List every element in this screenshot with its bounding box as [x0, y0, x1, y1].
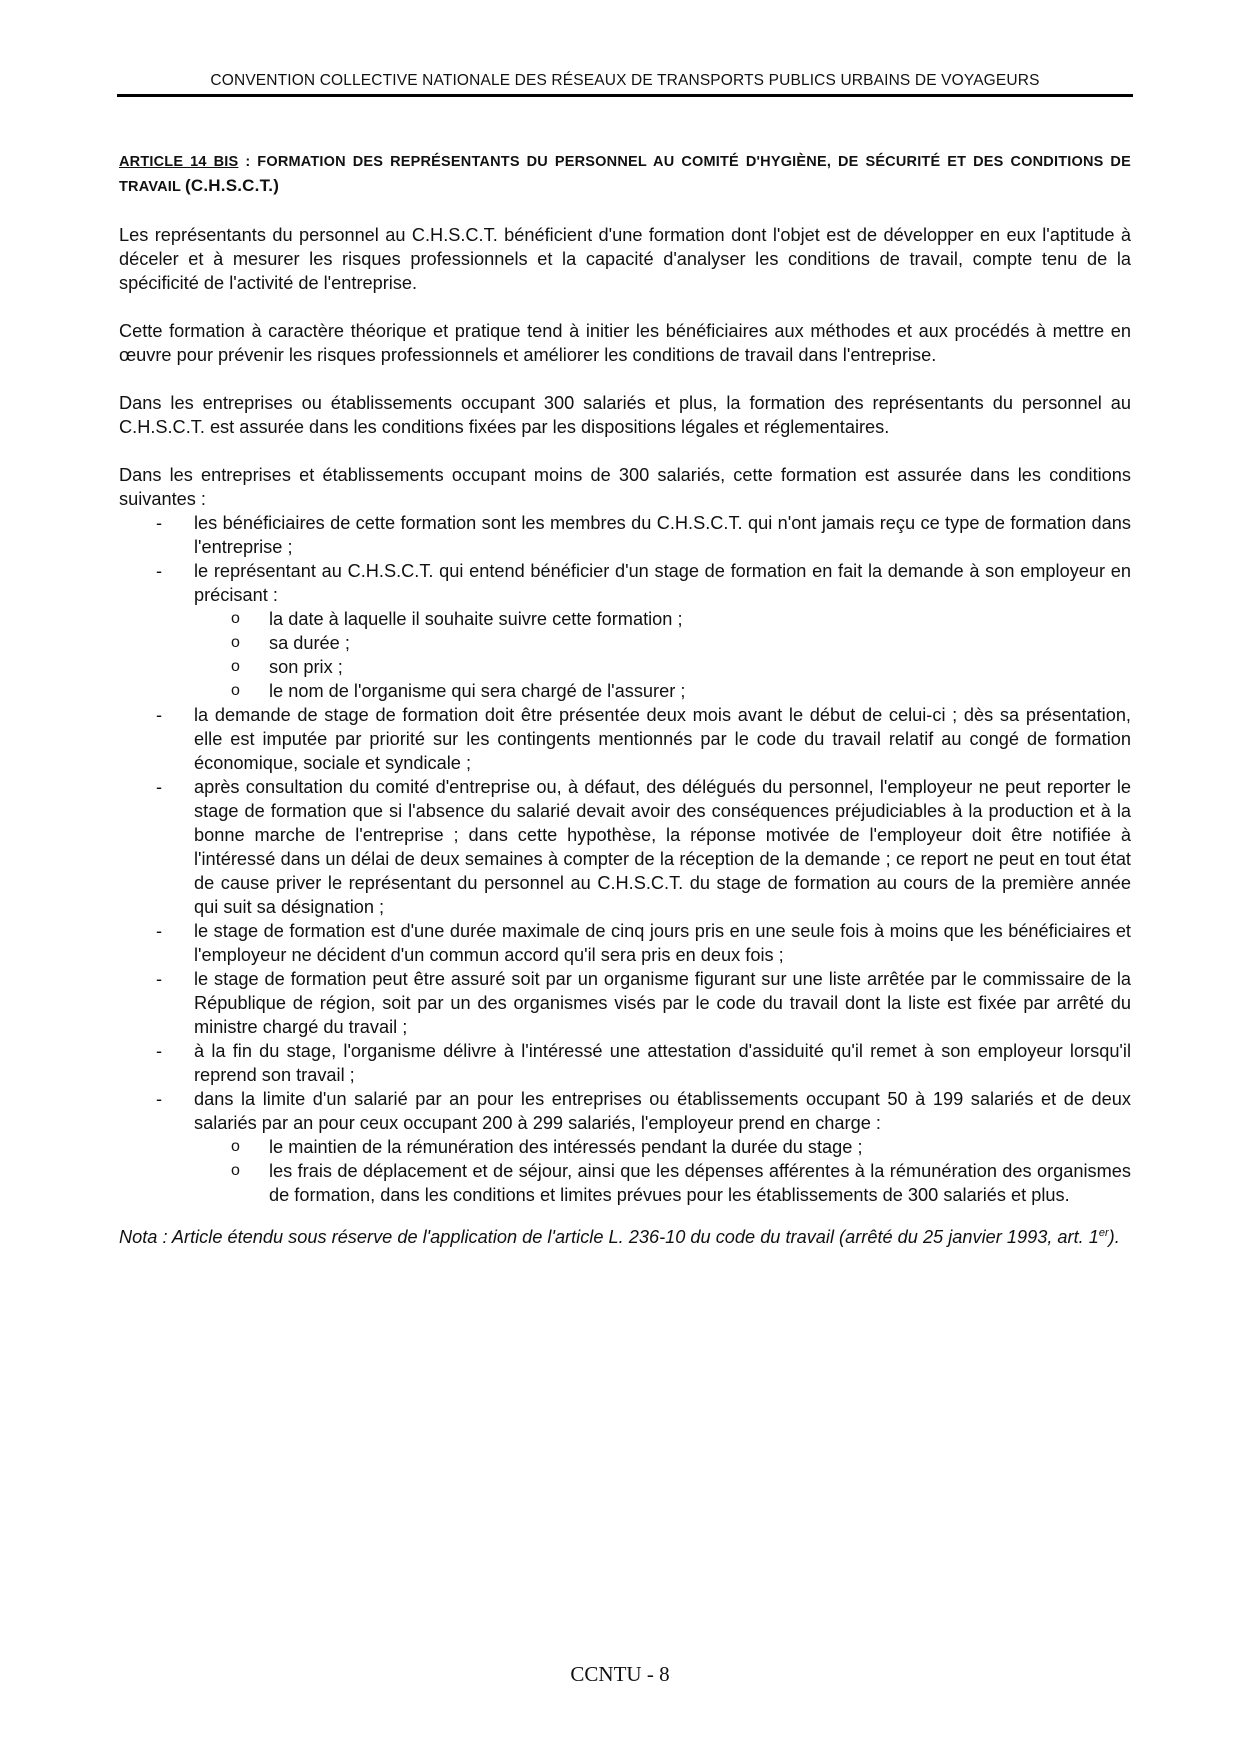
sub-list-item [194, 1159, 1131, 1207]
dash-bullet: - [156, 561, 163, 581]
list-item [119, 559, 1131, 703]
circle-bullet: o [231, 610, 240, 627]
list-item [119, 967, 1131, 1039]
list-item [119, 775, 1131, 919]
list-item-text: dans la limite d'un salarié par an pour les entreprises ou établissements occupant 50 à 199 salariés et de deux salariés par an pour ceux occupant 200 à 299 salariés, l'employeur prend en charge : [194, 1089, 1131, 1133]
list-item [119, 919, 1131, 967]
dash-bullet: - [156, 705, 163, 725]
nota-note [119, 1225, 1131, 1249]
circle-bullet: o [231, 658, 240, 675]
sub-list-item-text: la date à laquelle il souhaite suivre cette formation ; [269, 609, 683, 629]
list-item [119, 1039, 1131, 1087]
dash-bullet: - [156, 1041, 163, 1061]
sub-list-item-text: le maintien de la rémunération des intéressés pendant la durée du stage ; [269, 1137, 863, 1157]
sub-list-item-text: son prix ; [269, 657, 343, 677]
paragraph: Dans les entreprises ou établissements occupant 300 salariés et plus, la formation des représentants du personnel au C.H.S.C.T. est assurée dans les conditions fixées par les dispositions légales et réglementaires. [119, 393, 1131, 437]
header-rule [117, 94, 1133, 97]
article-number: ARTICLE 14 BIS [119, 154, 239, 170]
nota-superscript: er [1098, 1226, 1109, 1239]
sub-list-item [194, 607, 1131, 631]
circle-bullet: o [231, 634, 240, 651]
paragraph: Les représentants du personnel au C.H.S.C.T. bénéficient d'une formation dont l'objet est de développer en eux l'aptitude à déceler et à mesurer les risques professionnels et la capacité d'analyser les conditions de travail, compte tenu de la spécificité de l'activité de l'entreprise. [119, 225, 1131, 293]
nota-text: Nota : Article étendu sous réserve de l'application de l'article L. 236-10 du code du travail (arrêté du 25 janvier 1993, art. 1 [119, 1227, 1099, 1247]
list-item-text: à la fin du stage, l'organisme délivre à l'intéressé une attestation d'assiduité qu'il remet à son employeur lorsqu'il reprend son travail ; [194, 1041, 1131, 1085]
list-item [119, 511, 1131, 559]
nota-closing: ). [1108, 1227, 1120, 1247]
list-item-text: le représentant au C.H.S.C.T. qui entend bénéficier d'un stage de formation en fait la demande à son employeur en précisant : [194, 561, 1131, 605]
sub-list-item-text: sa durée ; [269, 633, 350, 653]
article-abbrev: (C.H.S.C.T.) [185, 176, 280, 195]
dash-bullet: - [156, 921, 163, 941]
list-item-text: la demande de stage de formation doit être présentée deux mois avant le début de celui-ci ; dès sa présentation, elle est imputée par priorité sur les contingents mentionnés par le code du travail relatif au congé de formation économique, sociale et syndicale ; [194, 705, 1131, 773]
circle-bullet: o [231, 1162, 240, 1179]
list-item-text: le stage de formation peut être assuré soit par un organisme figurant sur une liste arrêtée par le commissaire de la République de région, soit par un des organismes visés par le code du travail dont la liste est fixée par arrêté du ministre chargé du travail ; [194, 969, 1131, 1037]
circle-bullet: o [231, 1138, 240, 1155]
sub-list-item [194, 679, 1131, 703]
article-title [119, 150, 1131, 199]
paragraph: Cette formation à caractère théorique et pratique tend à initier les bénéficiaires aux méthodes et aux procédés à mettre en œuvre pour prévenir les risques professionnels et améliorer les conditions de travail dans l'entreprise. [119, 321, 1131, 365]
paragraph: Dans les entreprises et établissements occupant moins de 300 salariés, cette formation est assurée dans les conditions suivantes : [119, 465, 1131, 509]
list-item-text: le stage de formation est d'une durée maximale de cinq jours pris en une seule fois à moins que les bénéficiaires et l'employeur ne décident d'un commun accord qu'il sera pris en deux fois ; [194, 921, 1131, 965]
document-body [119, 150, 1131, 1249]
list-item-text: après consultation du comité d'entreprise ou, à défaut, des délégués du personnel, l'employeur ne peut reporter le stage de formation que si l'absence du salarié devait avoir des conséquences préjudiciables à la production et à la bonne marche de l'entreprise ; dans cette hypothèse, la réponse motivée de l'employeur doit être notifiée à l'intéressé dans un délai de deux semaines à compter de la réception de la demande ; ce report ne peut en tout état de cause priver le représentant du personnel au C.H.S.C.T. du stage de formation au cours de la première année qui suit sa désignation ; [194, 777, 1131, 917]
sub-list-item-text: les frais de déplacement et de séjour, ainsi que les dépenses afférentes à la rémunération des organismes de formation, dans les conditions et limites prévues pour les établissements de 300 salariés et plus. [269, 1161, 1131, 1205]
dash-bullet: - [156, 513, 163, 533]
dash-bullet: - [156, 969, 163, 989]
request-details-list [194, 607, 1131, 703]
sub-list-item [194, 631, 1131, 655]
article-separator: : [238, 154, 258, 170]
dash-bullet: - [156, 777, 163, 797]
dash-bullet: - [156, 1089, 163, 1109]
sub-list-item-text: le nom de l'organisme qui sera chargé de l'assurer ; [269, 681, 686, 701]
article-heading: FORMATION DES REPRÉSENTANTS DU PERSONNEL AU COMITÉ D'HYGIÈNE, DE SÉCURITÉ ET DES CONDITIONS DE TRAVAIL [119, 154, 1131, 195]
list-item [119, 703, 1131, 775]
circle-bullet: o [231, 682, 240, 699]
conditions-list [119, 511, 1131, 1207]
sub-list-item [194, 1135, 1131, 1159]
employer-costs-list [194, 1135, 1131, 1207]
sub-list-item [194, 655, 1131, 679]
running-header: CONVENTION COLLECTIVE NATIONALE DES RÉSEAUX DE TRANSPORTS PUBLICS URBAINS DE VOYAGEURS [210, 72, 1040, 89]
list-item-text: les bénéficiaires de cette formation sont les membres du C.H.S.C.T. qui n'ont jamais reçu ce type de formation dans l'entreprise ; [194, 513, 1131, 557]
page-number: CCNTU - 8 [570, 1662, 670, 1686]
list-item [119, 1087, 1131, 1207]
